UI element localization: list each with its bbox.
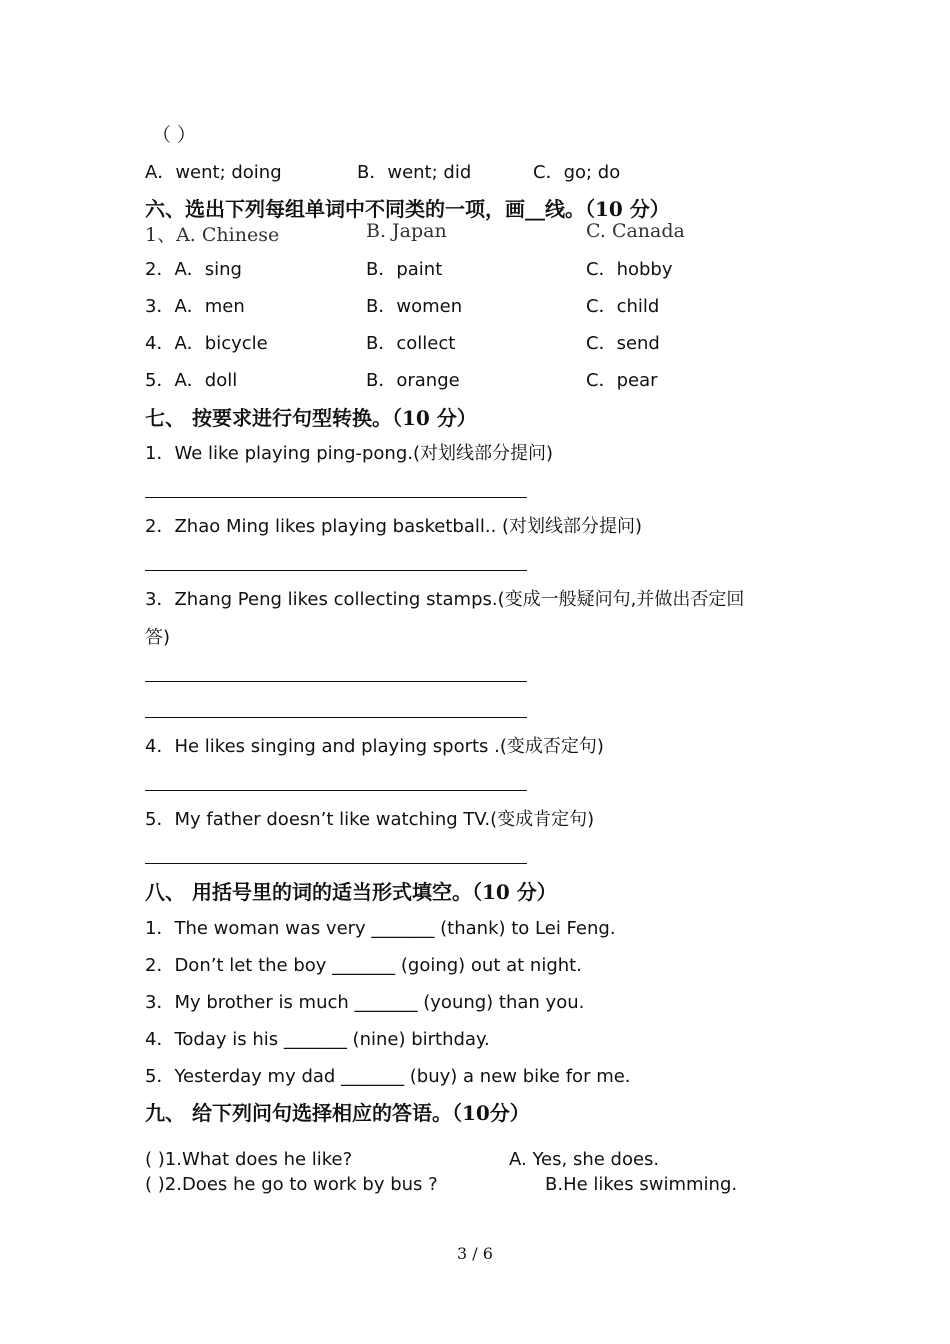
- s9-question-2: ( )2.Does he go to work by bus ?: [145, 1174, 438, 1195]
- answer-line: [145, 717, 527, 718]
- s6-row3-c: C．child: [586, 296, 660, 317]
- s9-answer-b: B.He likes swimming.: [545, 1174, 738, 1195]
- option-a: A．went; doing: [145, 162, 282, 183]
- s7-question-4: 4．He likes singing and playing sports .(变成否定句): [145, 736, 604, 757]
- section6-title: 六、选出下列每组单词中不同类的一项，画__线。（10 分）: [145, 197, 670, 221]
- option-b: B．went; did: [357, 162, 472, 183]
- answer-line: [145, 570, 527, 571]
- s7-question-5: 5．My father doesn’t like watching TV.(变成肯定句): [145, 809, 595, 830]
- s6-row1-b: B. Japan: [366, 220, 447, 242]
- s9-answer-a: A. Yes, she does.: [509, 1149, 660, 1170]
- s8-item-5: 5．Yesterday my dad _______ (buy) a new bike for me.: [145, 1066, 631, 1087]
- section8-title: 八、 用括号里的词的适当形式填空。（10 分）: [145, 880, 557, 904]
- answer-line: [145, 790, 527, 791]
- s6-row3-b: B．women: [366, 296, 463, 317]
- section7-title: 七、 按要求进行句型转换。（10 分）: [145, 406, 477, 430]
- s7-question-3: 3．Zhang Peng likes collecting stamps.(变成一般疑问句,并做出否定回: [145, 589, 745, 610]
- s6-row5-a: 5．A．doll: [145, 370, 238, 391]
- s6-row5-b: B．orange: [366, 370, 460, 391]
- s8-item-4: 4．Today is his _______ (nine) birthday.: [145, 1029, 490, 1050]
- s6-row4-a: 4．A．bicycle: [145, 333, 268, 354]
- s6-row1-a: 1、A. Chinese: [145, 224, 280, 246]
- section9-title: 九、 给下列问句选择相应的答语。（10分）: [145, 1101, 530, 1125]
- s7-question-2: 2．Zhao Ming likes playing basketball.. (对划线部分提问): [145, 516, 643, 537]
- answer-line: [145, 863, 527, 864]
- s7-question-1: 1．We like playing ping-pong.(对划线部分提问): [145, 443, 554, 464]
- s8-item-1: 1．The woman was very _______ (thank) to Lei Feng.: [145, 918, 616, 939]
- page-number: 3 / 6: [457, 1244, 493, 1263]
- s6-row3-a: 3．A．men: [145, 296, 245, 317]
- s6-row4-c: C．send: [586, 333, 660, 354]
- answer-line: [145, 497, 527, 498]
- answer-line: [145, 681, 527, 682]
- s6-row1-c: C. Canada: [586, 220, 685, 242]
- s9-question-1: ( )1.What does he like?: [145, 1149, 353, 1170]
- s6-row5-c: C．pear: [586, 370, 658, 391]
- s6-row2-b: B．paint: [366, 259, 443, 280]
- option-c: C．go; do: [533, 162, 621, 183]
- answer-bracket: （ ）: [152, 124, 197, 146]
- s6-row2-a: 2．A．sing: [145, 259, 242, 280]
- s6-row2-c: C．hobby: [586, 259, 673, 280]
- s7-question-3-cont: 答): [145, 627, 171, 648]
- s8-item-2: 2．Don’t let the boy _______ (going) out at night.: [145, 955, 582, 976]
- s6-row4-b: B．collect: [366, 333, 456, 354]
- s8-item-3: 3．My brother is much _______ (young) than you.: [145, 992, 585, 1013]
